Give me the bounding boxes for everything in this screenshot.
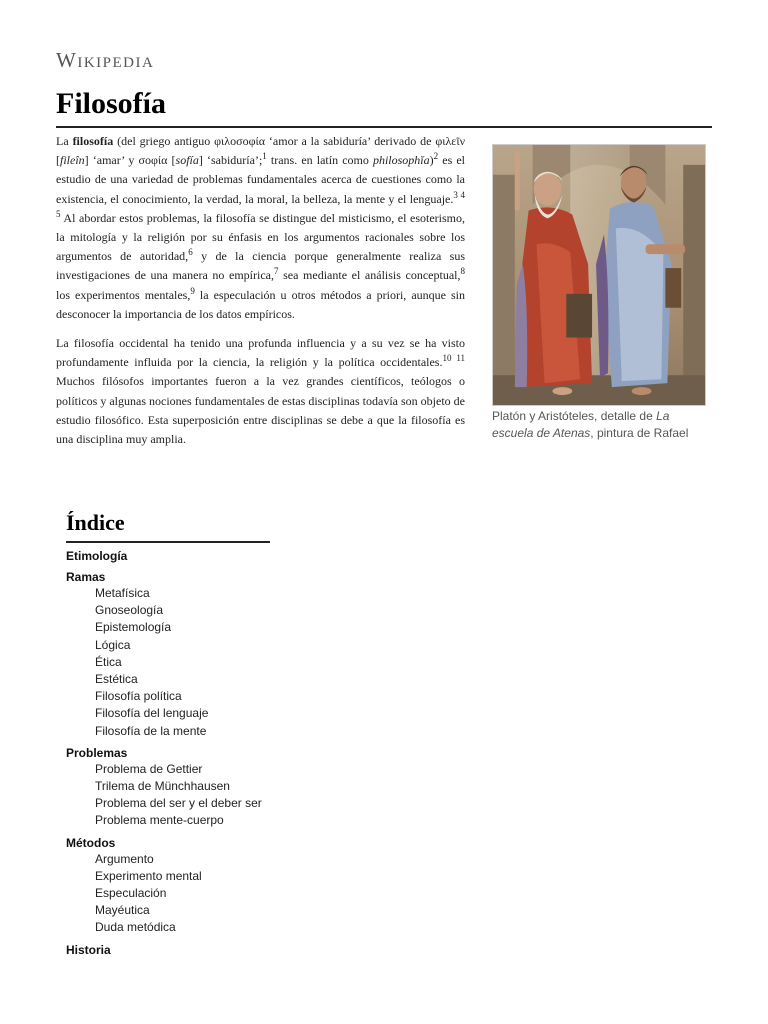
transliteration: fileîn: [60, 153, 85, 168]
toc-subsection-link[interactable]: Ética: [95, 654, 122, 669]
toc-subsection-link[interactable]: Mayéutica: [95, 903, 150, 918]
article-body: [56, 132, 465, 459]
reference-link[interactable]: 3 4 5: [56, 189, 465, 219]
toc-subsection-link[interactable]: Especulación: [95, 886, 167, 901]
toc-subsection-link[interactable]: Lógica: [95, 637, 131, 652]
toc-subsection-link[interactable]: Gnoseología: [95, 603, 164, 618]
table-of-contents: [66, 508, 270, 958]
toc-subsection-link[interactable]: Argumento: [95, 851, 154, 866]
reference-link[interactable]: 1: [262, 151, 267, 162]
reference-link[interactable]: 10 11: [442, 353, 465, 364]
transliteration: sofía: [175, 153, 199, 168]
toc-section: [66, 943, 270, 958]
toc-subsection-link[interactable]: Epistemología: [95, 620, 172, 635]
reference-link[interactable]: 9: [190, 285, 195, 296]
latin-term: philosophĭa: [372, 153, 430, 168]
toc-subsection-link[interactable]: Problema mente-cuerpo: [95, 813, 224, 828]
page-title: Filosofía: [56, 84, 712, 128]
wikipedia-logo[interactable]: Wikipedia: [56, 48, 155, 72]
toc-subsection-link[interactable]: Problema de Gettier: [95, 761, 203, 776]
toc-list: [66, 549, 270, 958]
term-bold: filosofía: [72, 134, 114, 148]
toc-subsection-link[interactable]: Experimento mental: [95, 868, 202, 883]
toc-section: [66, 570, 270, 740]
toc-section-link[interactable]: Problemas: [66, 745, 128, 760]
intro-paragraph-1: La filosofía (del griego antiguo φιλοσοφία ‘amor a la sabiduría’ derivado de φιλεῖν [fileîn] ‘amar’ y σοφία [sofía] ‘sabiduría’;$^1$ trans. en latín como philosophĭa)$^2$ es el estudio de una variedad de problemas fundamentales acerca de cuestiones como la existencia, el conocimiento, la verdad, la moral, la belleza, la mente y el lenguaje.$^{3 4 5}$ Al abordar estos problemas, la filosofía se distingue del misticismo, el esoterismo, la mitología y la religión por su énfasis en los argumentos racionales sobre los argumentos de autoridad,$^6$ y de la ciencia porque generalmente realiza sus investigaciones de una manera no empírica,$^7$ sea mediante el análisis conceptual,$^8$ los experimentos mentales,$^9$ la especulación u otros métodos a priori, aunque sin desconocer la importancia de los datos empíricos.: [56, 134, 466, 321]
toc-subsection-link[interactable]: Filosofía política: [95, 689, 182, 704]
toc-section: [66, 549, 270, 564]
painting-image[interactable]: [492, 144, 706, 406]
toc-title: Índice: [66, 508, 270, 543]
reference-link[interactable]: 8: [460, 266, 466, 277]
reference-link[interactable]: 2: [433, 151, 439, 162]
reference-link[interactable]: 6: [188, 247, 193, 258]
image-caption: Platón y Aristóteles, detalle de La escuela de Atenas, pintura de Rafael: [492, 409, 689, 440]
infobox-figure: [492, 144, 706, 442]
toc-subsection-link[interactable]: Estética: [95, 672, 138, 687]
toc-subsection-link[interactable]: Trilema de Münchhausen: [95, 779, 230, 794]
toc-section: [66, 836, 270, 937]
toc-subsection-link[interactable]: Problema del ser y el deber ser: [95, 796, 262, 811]
toc-section-link[interactable]: Historia: [66, 942, 111, 957]
toc-section-link[interactable]: Etimología: [66, 549, 128, 563]
reference-link[interactable]: 7: [274, 266, 279, 277]
toc-section-link[interactable]: Ramas: [66, 570, 106, 584]
toc-subsection-link[interactable]: Filosofía de la mente: [95, 723, 207, 738]
toc-section-link[interactable]: Métodos: [66, 835, 116, 850]
toc-subsection-link[interactable]: Duda metódica: [95, 920, 176, 935]
toc-subsection-link[interactable]: Filosofía del lenguaje: [95, 706, 209, 721]
intro-paragraph-2: La filosofía occidental ha tenido una profunda influencia y a su vez se ha visto profundamente influida por la ciencia, la religión y la política occidentales.$^{10 11}$ Muchos filósofos importantes fueron a la vez grandes científicos, teólogos o políticos y algunas nociones fundamentales de estas disciplinas todavía son objeto de estudio filosófico. Esta superposición entre disciplinas se debe a que la filosofía es una disciplina muy amplia.: [56, 336, 465, 447]
toc-section: [66, 746, 270, 830]
artwork-title[interactable]: La escuela de Atenas: [492, 409, 670, 440]
toc-subsection-link[interactable]: Metafísica: [95, 586, 150, 600]
